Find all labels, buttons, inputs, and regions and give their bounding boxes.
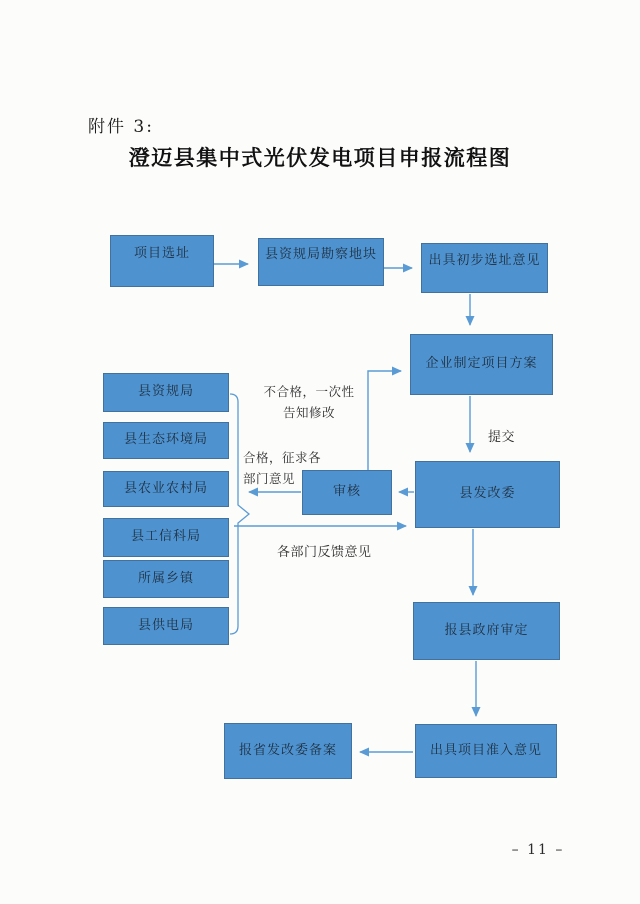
flow-box-label: 所属乡镇: [137, 570, 194, 586]
flow-box-label: 县资规局勘察地块: [264, 247, 377, 263]
flow-box-enterprise-plan: [410, 334, 553, 395]
flow-box-county-gov-approval: [413, 602, 560, 660]
flow-box-county-ndrc: [415, 461, 560, 528]
flow-box-label: 县发改委: [459, 486, 516, 502]
flow-box-department-township: [103, 560, 229, 598]
flow-box-label: 县农业农村局: [123, 480, 208, 496]
flow-box-survey: [258, 238, 384, 286]
label-pass-line1: 合格，征求各: [243, 450, 322, 465]
flow-box-admission-opinion: [415, 724, 557, 778]
flow-box-department-agriculture: [103, 471, 229, 507]
label-pass-line2: 部门意见: [243, 470, 296, 486]
flow-box-department-industry: [103, 518, 229, 557]
flow-box-label: 项目选址: [133, 246, 190, 262]
flow-box-label: 县资规局: [137, 384, 194, 400]
label-submit: 提交: [488, 430, 516, 445]
flow-box-department-power: [103, 607, 229, 645]
flow-box-label: 报县政府审定: [444, 622, 529, 638]
flow-box-label: 出具项目准入意见: [429, 742, 542, 758]
page-title: 澄迈县集中式光伏发电项目申报流程图: [128, 145, 512, 170]
departments-bracket: [230, 394, 249, 634]
flow-box-label: 报省发改委备案: [238, 742, 337, 758]
label-fail-line2: 告知修改: [282, 404, 335, 420]
flow-box-provincial-filing: [224, 723, 352, 779]
flow-box-preliminary-opinion: [421, 243, 548, 293]
arrow-review-fail-to-plan: [368, 371, 401, 470]
flow-box-label: 县生态环境局: [123, 432, 208, 448]
flow-box-label: 出具初步选址意见: [428, 253, 541, 269]
flow-box-department-ecology: [103, 422, 229, 459]
label-departments-feedback: 各部门反馈意见: [277, 545, 372, 560]
page-number: – 11 –: [511, 842, 565, 858]
flow-box-label: 县工信科局: [130, 529, 201, 545]
flow-box-label: 企业制定项目方案: [425, 356, 538, 372]
flow-box-label: 县供电局: [137, 617, 194, 633]
label-fail-line1: 不合格，一次性: [263, 384, 355, 399]
label-fail-notice: [250, 382, 368, 423]
flow-box-site-selection: [110, 235, 214, 287]
flow-box-department-zigui: [103, 373, 229, 412]
flow-box-label: 审核: [332, 484, 361, 500]
label-pass-consult: [243, 448, 339, 489]
attachment-label: 附件 3:: [88, 117, 154, 137]
